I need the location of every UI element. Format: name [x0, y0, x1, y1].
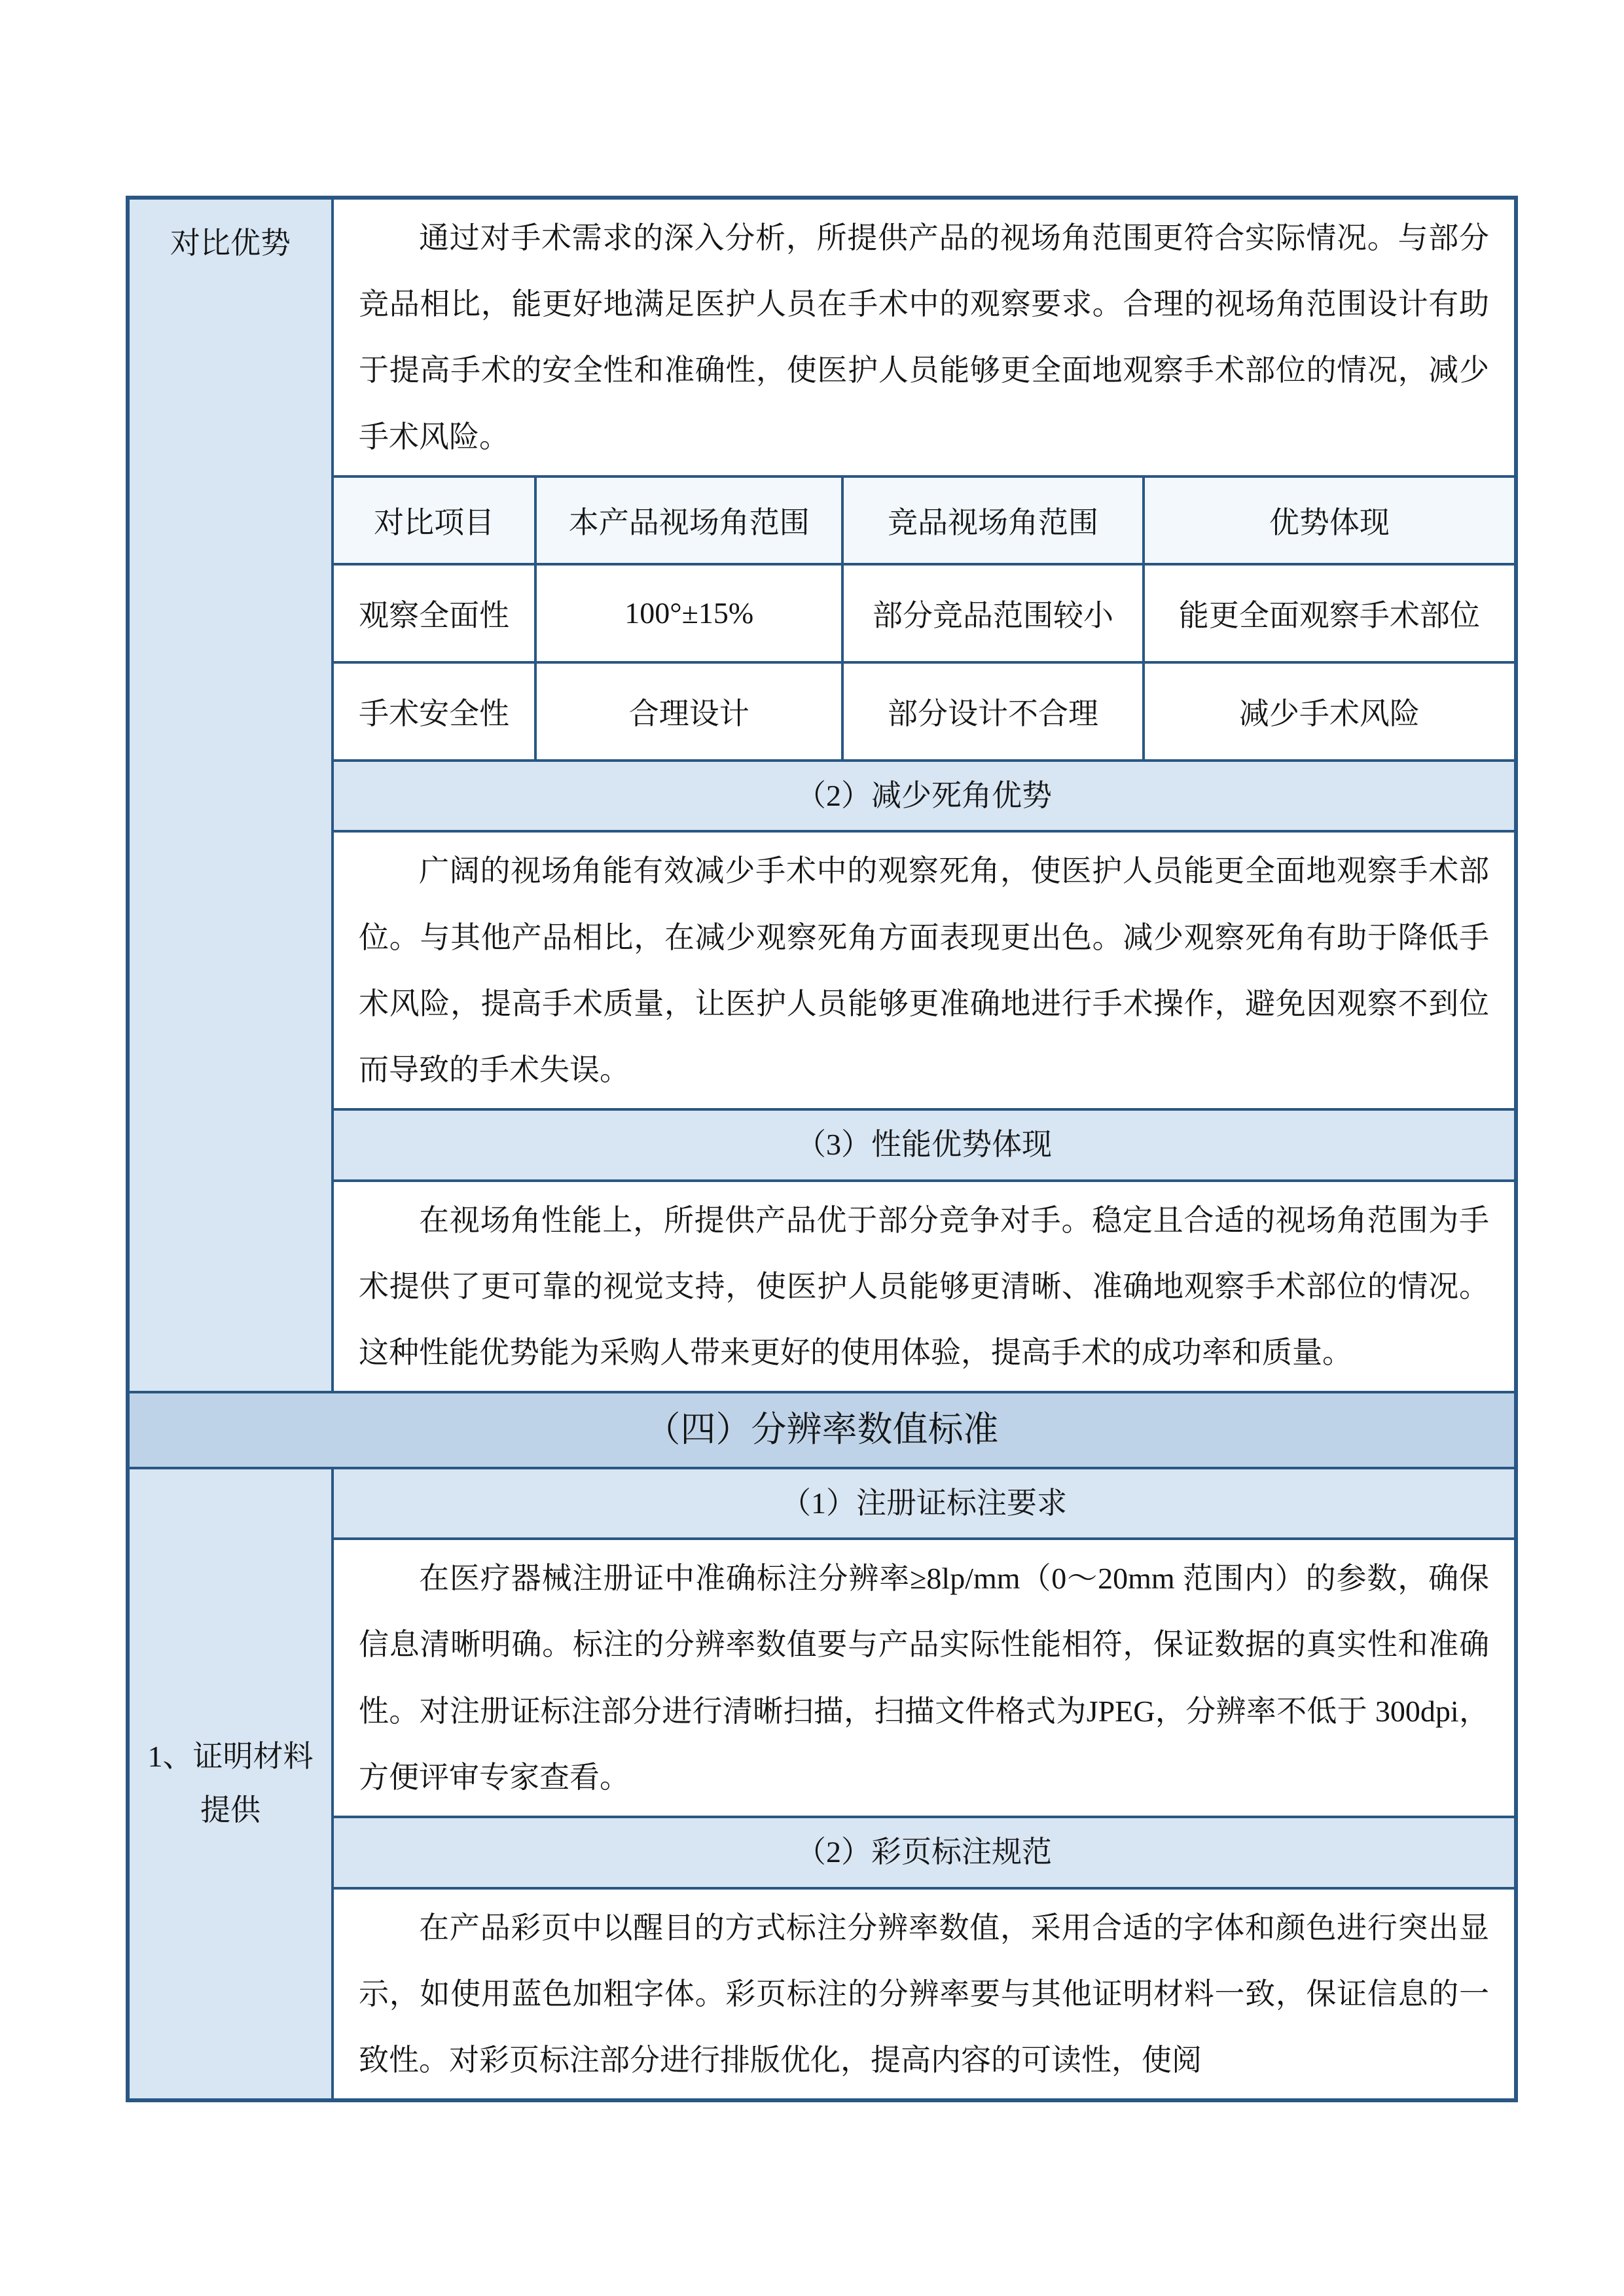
table-cell: 部分竞品范围较小 — [842, 564, 1144, 662]
brochure-marking-paragraph — [334, 1887, 1514, 2099]
table-header-cell: 本产品视场角范围 — [535, 476, 842, 564]
table-row — [334, 662, 1514, 759]
table-cell: 减少手术风险 — [1144, 662, 1514, 759]
performance-advantage-paragraph — [334, 1179, 1514, 1391]
row-comparison-advantage — [130, 200, 1514, 1391]
registration-marking-text: 在医疗器械注册证中准确标注分辨率≥8lp/mm（0～20mm 范围内）的参数，确保信息清晰明确。标注的分辨率数值要与产品实际性能相符，保证数据的真实性和准确性。对注册证标注部分进行清晰扫描，扫描文件格式为JPEG，分辨率不低于 300dpi，方便评审专家查看。 — [359, 1562, 1489, 1794]
proof-materials-content — [334, 1469, 1514, 2099]
table-row — [334, 564, 1514, 662]
reduce-blind-spots-text: 广阔的视场角能有效减少手术中的观察死角，使医护人员能更全面地观察手术部位。与其他产品相比，在减少观察死角方面表现更出色。减少观察死角有助于降低手术风险，提高手术质量，让医护人员能够更准确地进行手术操作，避免因观察不到位而导致的手术失误。 — [359, 854, 1489, 1086]
reduce-blind-spots-paragraph — [334, 830, 1514, 1108]
table-cell: 手术安全性 — [334, 662, 535, 759]
row-label-proof-materials — [130, 1469, 334, 2099]
table-header-cell: 对比项目 — [334, 476, 535, 564]
subsection-header-registration-marking: （1）注册证标注要求 — [334, 1469, 1514, 1538]
row-proof-materials — [130, 1467, 1514, 2099]
table-cell: 100°±15% — [535, 564, 842, 662]
table-cell: 部分设计不合理 — [842, 662, 1144, 759]
intro-paragraph-text: 通过对手术需求的深入分析，所提供产品的视场角范围更符合实际情况。与部分竞品相比，能更好地满足医护人员在手术中的观察要求。合理的视场角范围设计有助于提高手术的安全性和准确性，使医护人员能够更全面地观察手术部位的情况，减少手术风险。 — [359, 221, 1489, 454]
row-label-text: 对比优势 — [170, 226, 291, 260]
subsection-header-brochure-marking: （2）彩页标注规范 — [334, 1816, 1514, 1887]
table-cell: 合理设计 — [535, 662, 842, 759]
registration-marking-paragraph — [334, 1537, 1514, 1816]
row-label-text: 1、证明材料提供 — [147, 1739, 314, 1827]
intro-paragraph — [334, 200, 1514, 475]
table-header-cell: 竞品视场角范围 — [842, 476, 1144, 564]
section-band-resolution-standard: （四）分辨率数值标准 — [130, 1391, 1514, 1466]
table-cell: 能更全面观察手术部位 — [1144, 564, 1514, 662]
subsection-header-reduce-blind-spots: （2）减少死角优势 — [334, 759, 1514, 831]
document-table — [126, 196, 1518, 2102]
performance-advantage-text: 在视场角性能上，所提供产品优于部分竞争对手。稳定且合适的视场角范围为手术提供了更可靠的视觉支持，使医护人员能够更清晰、准确地观察手术部位的情况。这种性能优势能为采购人带来更好的使用体验，提高手术的成功率和质量。 — [359, 1203, 1489, 1370]
comparison-table — [334, 475, 1514, 759]
comparison-advantage-content — [334, 200, 1514, 1391]
brochure-marking-text: 在产品彩页中以醒目的方式标注分辨率数值，采用合适的字体和颜色进行突出显示，如使用蓝色加粗字体。彩页标注的分辨率要与其他证明材料一致，保证信息的一致性。对彩页标注部分进行排版优化，提高内容的可读性，使阅 — [359, 1910, 1489, 2077]
subsection-header-performance-advantage: （3）性能优势体现 — [334, 1108, 1514, 1179]
row-label-comparison-advantage — [130, 200, 334, 1391]
comparison-table-header-row — [334, 476, 1514, 564]
table-header-cell: 优势体现 — [1144, 476, 1514, 564]
table-cell: 观察全面性 — [334, 564, 535, 662]
